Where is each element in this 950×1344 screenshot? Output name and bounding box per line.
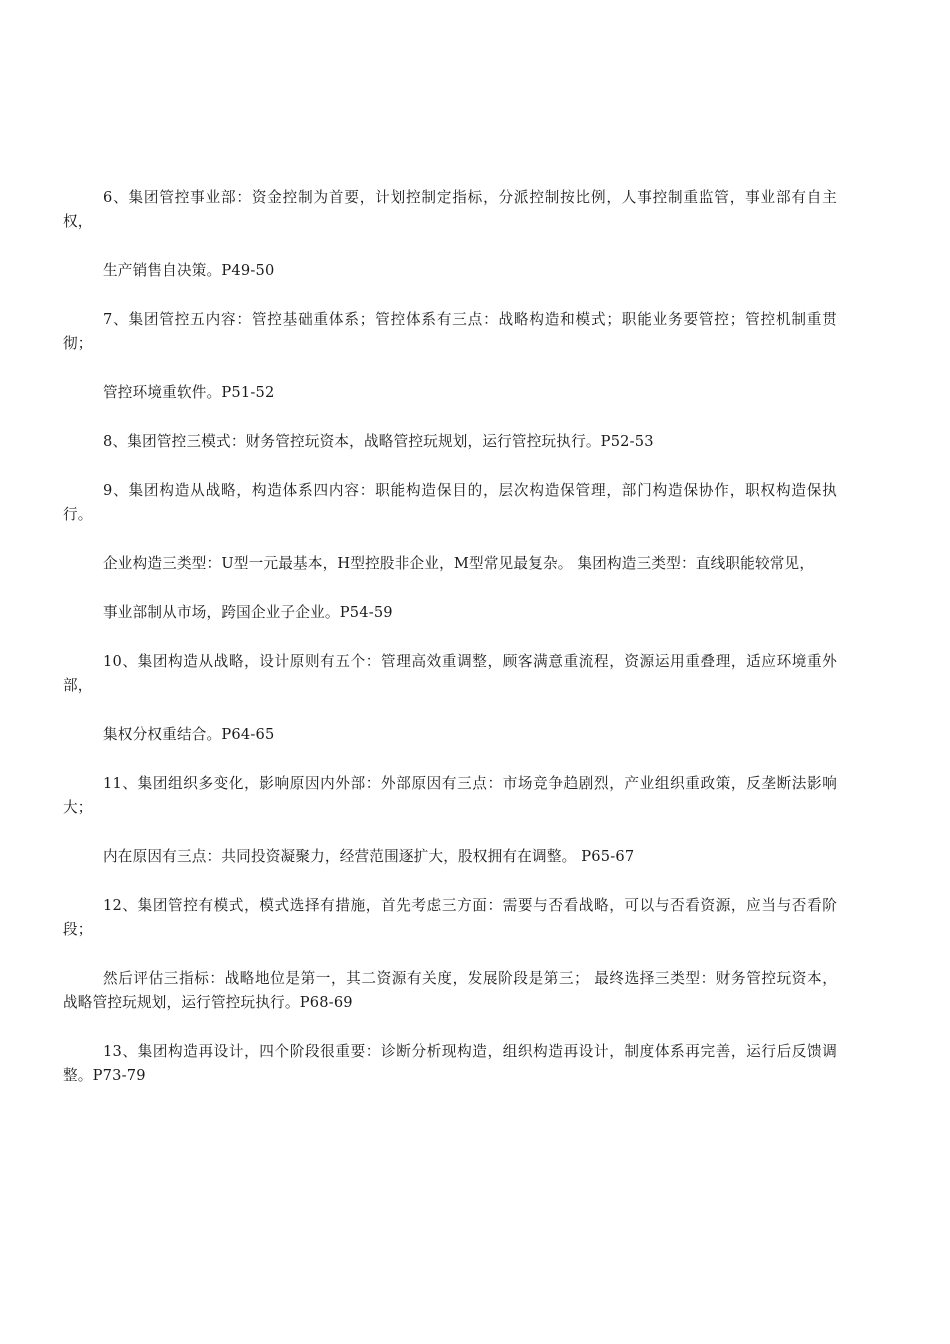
paragraph-6-part1: 6、集团管控事业部：资金控制为首要，计划控制定指标，分派控制按比例，人事控制重监管，事业部有自主权， bbox=[63, 189, 837, 230]
paragraph-7-part1: 7、集团管控五内容：管控基础重体系；管控体系有三点：战略构造和模式；职能业务要管控；管控机制重贯彻； bbox=[63, 311, 837, 352]
paragraph-7-part2: 管控环境重软件。P51-52 bbox=[103, 384, 275, 401]
paragraph-12-part1: 12、集团管控有模式，模式选择有措施，首先考虑三方面：需要与否看战略，可以与否看资源，应当与否看阶段； bbox=[63, 897, 837, 938]
paragraph-10-part2: 集权分权重结合。P64-65 bbox=[103, 726, 275, 743]
paragraph-9-part3: 事业部制从市场，跨国企业子企业。P54-59 bbox=[103, 604, 393, 621]
paragraph-12-part2: 然后评估三指标：战略地位是第一，其二资源有关度，发展阶段是第三； 最终选择三类型：财务管控玩资本， 战略管控玩规划，运行管控玩执行。P68-69 bbox=[63, 970, 837, 1011]
paragraph-13: 13、集团构造再设计，四个阶段很重要：诊断分析现构造，组织构造再设计，制度体系再完善，运行后反馈调整。P73-79 bbox=[63, 1043, 837, 1084]
paragraph-10-part1: 10、集团构造从战略，设计原则有五个：管理高效重调整，顾客满意重流程，资源运用重叠理，适应环境重外部， bbox=[63, 653, 837, 694]
paragraph-8: 8、集团管控三模式：财务管控玩资本，战略管控玩规划，运行管控玩执行。P52-53 bbox=[103, 433, 654, 450]
document-body bbox=[63, 186, 837, 1113]
paragraph-11-part2: 内在原因有三点：共同投资凝聚力，经营范围逐扩大，股权拥有在调整。 P65-67 bbox=[103, 848, 635, 865]
paragraph-9-part2: 企业构造三类型：U型一元最基本，H型控股非企业，M型常见最复杂。 集团构造三类型：直线职能较常见， bbox=[103, 555, 815, 572]
paragraph-9-part1: 9、集团构造从战略，构造体系四内容：职能构造保目的，层次构造保管理，部门构造保协作，职权构造保执行。 bbox=[63, 482, 837, 523]
paragraph-11-part1: 11、集团组织多变化，影响原因内外部：外部原因有三点：市场竞争趋剧烈，产业组织重政策，反垄断法影响大； bbox=[63, 775, 837, 816]
paragraph-6-part2: 生产销售自决策。P49-50 bbox=[103, 262, 275, 279]
